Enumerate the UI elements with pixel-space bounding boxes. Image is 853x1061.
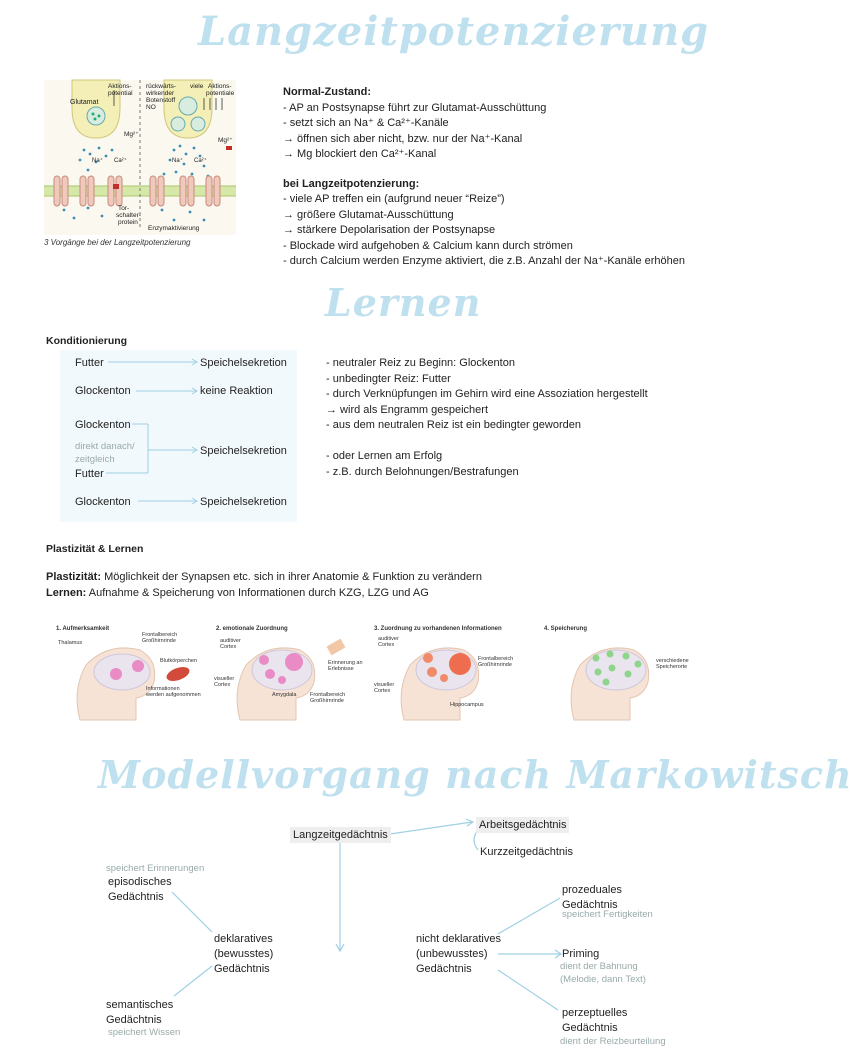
ltp-line: → größere Glutamat-Ausschüttung	[283, 208, 454, 221]
plastizitaet-text	[46, 570, 726, 601]
ltp-line: - Blockade wird aufgehoben & Calcium kann durch strömen	[283, 239, 573, 252]
label-na-right: Na⁺	[172, 158, 183, 164]
k-note: → wird als Engramm gespeichert	[326, 403, 489, 416]
svg-text:Großhirnrinde: Großhirnrinde	[142, 638, 176, 644]
normal-line: → öffnen sich aber nicht, bzw. nur der Na⁺-Kanal	[283, 132, 523, 145]
ltp-text	[283, 85, 723, 270]
brain-3-hippocampus: Hippocampus	[450, 702, 484, 708]
k-speichel-3: Speichelsekretion	[200, 496, 287, 508]
lernen-text: Aufnahme & Speicherung von Informationen durch KZG, LZG und AG	[86, 586, 429, 599]
label-viele: viele	[190, 83, 204, 90]
k-futter: Futter	[75, 357, 104, 369]
label-na-left: Na⁺	[92, 158, 103, 164]
konditionierung-notes	[326, 356, 726, 480]
svg-text:Erlebnisse: Erlebnisse	[328, 666, 354, 672]
konditionierung-heading: Konditionierung	[46, 335, 128, 347]
plast-text: Möglichkeit der Synapsen etc. sich in ihrer Anatomie & Funktion zu verändern	[101, 571, 482, 583]
brain-2-title: 2. emotionale Zuordnung	[216, 626, 288, 632]
label-ca-right: Ca²⁺	[194, 158, 207, 164]
svg-text:Großhirnrinde: Großhirnrinde	[478, 662, 512, 668]
k-note: - aus dem neutralen Reiz ist ein bedingter geworden	[326, 419, 581, 431]
svg-text:schalter-: schalter-	[116, 212, 141, 219]
svg-text:Informationen: Informationen	[146, 686, 180, 692]
svg-text:Frontalbereich: Frontalbereich	[478, 656, 514, 662]
ltp-line: - durch Calcium werden Enzyme aktiviert, die z.B. Anzahl der Na⁺-Kanäle erhöhen	[283, 255, 685, 267]
svg-text:NO: NO	[146, 104, 156, 111]
normal-line: - AP an Postsynapse führt zur Glutamat-Ausschüttung	[283, 101, 547, 114]
svg-text:wirkender: wirkender	[146, 90, 175, 97]
k-note: - neutraler Reiz zu Beginn: Glockenton	[326, 357, 515, 369]
node-sem: semantisches Gedächtnis	[106, 999, 174, 1026]
label-aktionspotential: Aktions-	[108, 83, 132, 90]
node-kurz: Kurzzeitgedächtnis	[480, 846, 573, 858]
svg-text:visueller: visueller	[374, 682, 395, 688]
figure-caption: 3 Vorgänge bei der Langzeitpotenzierung	[44, 238, 191, 247]
node-langzeit: Langzeitgedächtnis	[290, 827, 391, 843]
k-keine-reaktion: keine Reaktion	[200, 385, 273, 397]
svg-text:protein: protein	[118, 219, 138, 226]
title-lernen: Lernen	[325, 280, 482, 325]
k-glockenton-2: Glockenton	[75, 419, 131, 431]
brain-1-title: 1. Aufmerksamkeit	[56, 626, 110, 632]
label-rueckwirkend: rückwärts-	[146, 83, 176, 90]
node-epis: episodisches Gedächtnis	[108, 876, 172, 903]
k-note: - unbedingter Reiz: Futter	[326, 372, 451, 385]
label-glutamat: Glutamat	[70, 99, 99, 106]
brain-1-thalamus: Thalamus	[58, 640, 83, 646]
lernen-label: Lernen:	[46, 586, 87, 599]
k-note: - durch Verknüpfungen im Gehirn wird eine Assoziation hergestellt	[326, 388, 648, 400]
ltp-heading: bei Langzeitpotenzierung:	[283, 177, 420, 190]
svg-text:Cortex: Cortex	[220, 644, 237, 650]
k-futter-2: Futter	[75, 468, 104, 480]
node-dekl: deklaratives (bewusstes) Gedächtnis	[214, 933, 274, 975]
note-proz: speichert Fertigkeiten	[562, 909, 653, 920]
synapse-diagram	[44, 80, 236, 255]
k-glockenton-3: Glockenton	[75, 496, 131, 508]
brain-1-blut: Blutkörperchen	[160, 658, 197, 664]
normal-line: - setzt sich an Na⁺ & Ca²⁺-Kanäle	[283, 117, 449, 129]
ltp-line: → stärkere Depolarisation der Postsynapse	[283, 224, 496, 236]
brain-4-title: 4. Speicherung	[544, 626, 588, 632]
k-glockenton-1: Glockenton	[75, 385, 131, 397]
node-arbeit: Arbeitsgedächtnis	[476, 817, 569, 833]
plast-label: Plastizität:	[46, 571, 102, 583]
svg-text:auditiver: auditiver	[220, 638, 241, 644]
normal-line: → Mg blockiert den Ca²⁺-Kanal	[283, 148, 437, 160]
svg-text:Cortex: Cortex	[374, 688, 391, 694]
brain-1	[50, 620, 220, 730]
brain-3	[370, 620, 550, 730]
label-enzymaktivierung: Enzymaktivierung	[148, 225, 200, 232]
brain-4	[540, 620, 720, 730]
k-note-spacer	[326, 434, 726, 450]
svg-text:Frontalbereich: Frontalbereich	[310, 692, 346, 698]
svg-text:potentiale: potentiale	[206, 90, 235, 97]
svg-text:visueller: visueller	[214, 676, 235, 682]
node-proz: prozeduales Gedächtnis	[562, 884, 622, 911]
k-note: - oder Lernen am Erfolg	[326, 450, 443, 462]
svg-text:Großhirnrinde: Großhirnrinde	[310, 698, 344, 704]
node-perz: perzeptuelles Gedächtnis	[562, 1007, 628, 1034]
k-speichel-1: Speichelsekretion	[200, 357, 287, 369]
label-aktionspotentiale: Aktions-	[208, 83, 232, 90]
label-mg-right: Mg²⁺	[218, 137, 233, 144]
title-langzeitpotenzierung: Langzeitpotenzierung	[198, 8, 710, 55]
plastizitaet-heading: Plastizität & Lernen	[46, 543, 144, 555]
k-speichel-2: Speichelsekretion	[200, 445, 287, 457]
label-ca-left: Ca²⁺	[114, 158, 127, 164]
svg-text:Speicherorte: Speicherorte	[656, 664, 688, 670]
normal-heading: Normal-Zustand:	[283, 86, 371, 98]
note-perz: dient der Reizbeurteilung	[560, 1036, 666, 1047]
svg-text:werden aufgenommen: werden aufgenommen	[146, 692, 201, 698]
note-priming: dient der Bahnung (Melodie, dann Text)	[560, 961, 646, 985]
svg-text:auditiver: auditiver	[378, 636, 399, 642]
label-mg-left: Mg²⁺	[124, 131, 139, 138]
svg-text:Frontalbereich: Frontalbereich	[142, 632, 178, 638]
synapse-figure	[44, 80, 236, 255]
note-sem: speichert Wissen	[108, 1027, 181, 1038]
svg-text:Erinnerung an: Erinnerung an	[328, 660, 363, 666]
svg-text:Cortex: Cortex	[378, 642, 395, 648]
title-modellvorgang: Modellvorgang nach Markowitsch	[98, 752, 853, 797]
node-priming: Priming	[562, 948, 600, 960]
svg-text:verschiedene: verschiedene	[656, 658, 689, 664]
node-nicht: nicht deklaratives (unbewusstes) Gedächtnis	[416, 933, 501, 975]
brain-2	[210, 620, 380, 730]
svg-text:Botenstoff: Botenstoff	[146, 97, 176, 104]
svg-text:potential: potential	[108, 90, 133, 97]
k-note: - z.B. durch Belohnungen/Bestrafungen	[326, 465, 519, 478]
note-epis: speichert Erinnerungen	[106, 863, 205, 874]
brain-strip	[50, 620, 730, 730]
k-direkt-danach: direkt danach/ zeitgleich	[75, 441, 135, 465]
brain-3-title: 3. Zuordnung zu vorhandenen Informationen	[374, 626, 502, 632]
brain-2-amygdala: Amygdala	[272, 692, 297, 698]
svg-text:Cortex: Cortex	[214, 682, 231, 688]
ltp-line: - viele AP treffen ein (aufgrund neuer “Reize”)	[283, 193, 505, 205]
label-torschalter: Tor-	[118, 205, 130, 212]
